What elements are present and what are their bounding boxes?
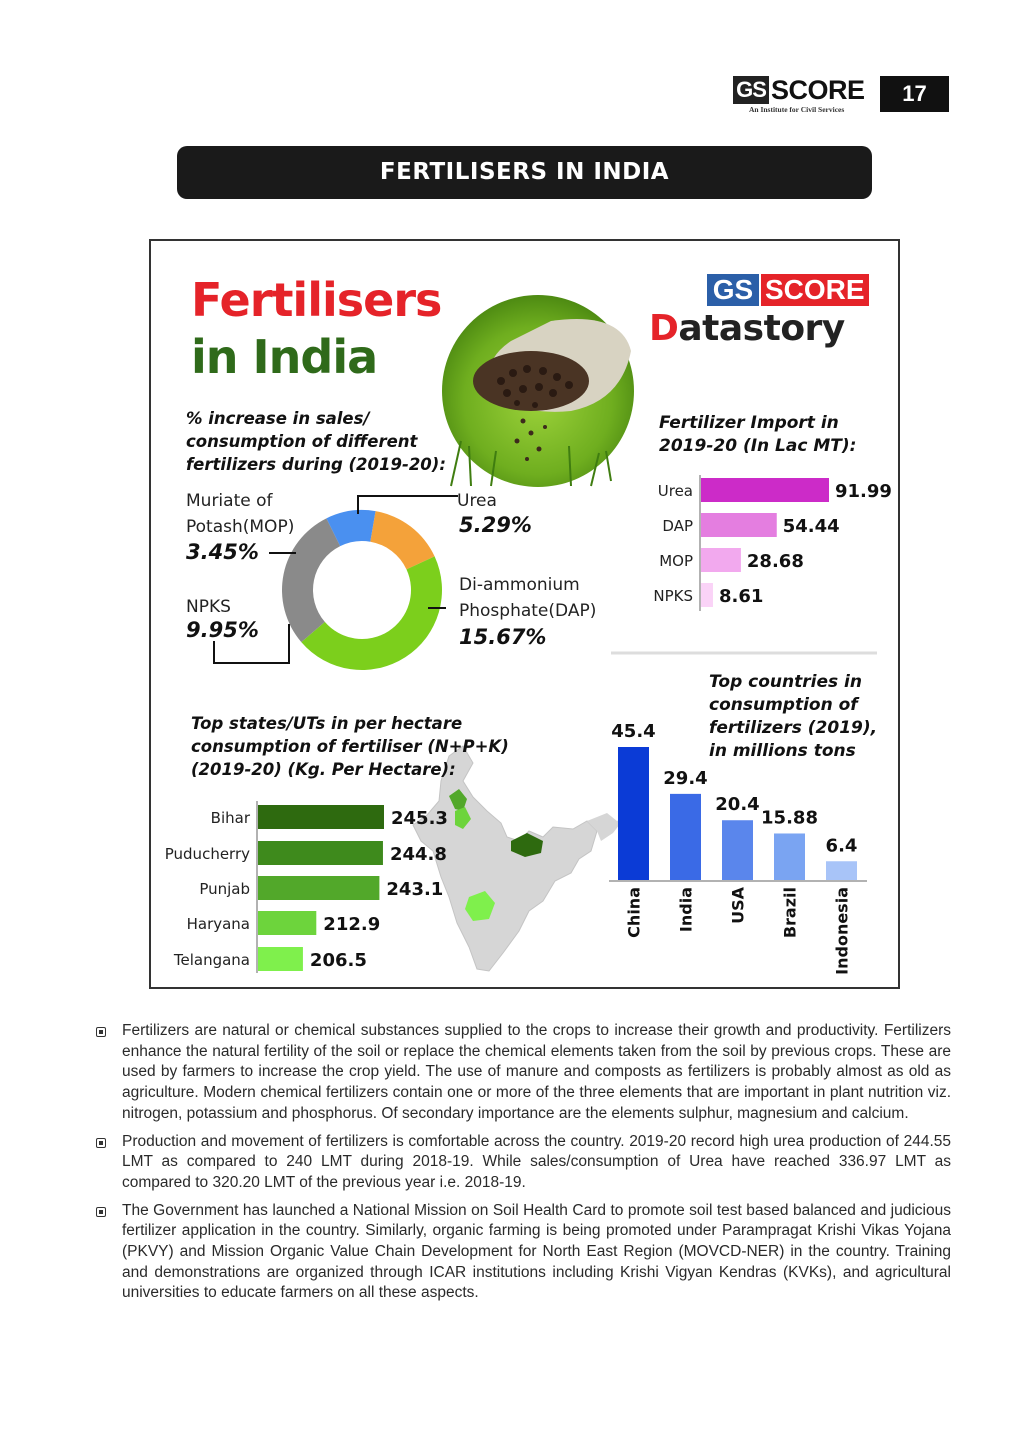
country-bar bbox=[774, 833, 805, 880]
states-heading-line: (2019-20) (Kg. Per Hectare): bbox=[191, 760, 456, 779]
npks-name: NPKS bbox=[186, 597, 231, 617]
bullet-text: The Government has launched a National Mission on Soil Health Card to promote soil test based balanced and judicious fertilizer application in the country. Similarly, organic farming is being promoted under Parampragat Krishi Vikas Yojana (PKVY) and Mission Organic Value Chain Development for North East Region (MOVCD-NER) in the country. Training and demonstrations are organized through ICAR institutions including Krishi Vigyan Kendras (KVKs), and agricultural universities to educate farmers on all these aspects. bbox=[122, 1201, 951, 1302]
country-bar-value: 6.4 bbox=[825, 835, 858, 857]
states-bar-chart bbox=[165, 805, 448, 971]
country-bar-label: China bbox=[624, 887, 644, 938]
donut-heading-line: consumption of different bbox=[186, 432, 418, 451]
section-banner: FERTILISERS IN INDIA bbox=[177, 146, 872, 199]
states-heading bbox=[191, 712, 509, 781]
import-heading-line: 2019-20 (In Lac MT): bbox=[659, 436, 857, 456]
states-heading-line: consumption of fertiliser (N+P+K) bbox=[191, 737, 509, 756]
country-bar-value: 20.4 bbox=[715, 794, 760, 816]
countries-heading-line: fertilizers (2019), bbox=[709, 718, 878, 738]
infographic-title-line1: Fertilisers bbox=[191, 273, 442, 327]
mop-name-line2: Potash(MOP) bbox=[186, 517, 295, 537]
bullet-item bbox=[96, 1132, 951, 1194]
import-bar bbox=[701, 513, 777, 537]
import-bar-label: NPKS bbox=[653, 587, 693, 605]
country-bar bbox=[670, 794, 701, 880]
import-bar-value: 8.61 bbox=[718, 586, 764, 607]
countries-heading-line: in millions tons bbox=[709, 741, 856, 761]
states-heading-line: Top states/UTs in per hectare bbox=[191, 714, 463, 733]
datastory-logo-gs: GS bbox=[707, 274, 759, 306]
bullet-item bbox=[96, 1021, 951, 1125]
dap-percent: 15.67% bbox=[459, 625, 547, 649]
import-bar-label: DAP bbox=[662, 517, 693, 535]
datastory-d: D bbox=[649, 308, 679, 349]
state-bar-label: Punjab bbox=[199, 880, 250, 898]
donut-heading-line: fertilizers during (2019-20): bbox=[186, 455, 446, 474]
state-bar bbox=[258, 911, 316, 935]
logo-gs: GS bbox=[733, 76, 769, 104]
page-number: 17 bbox=[880, 76, 949, 112]
datastory-logo-score: SCORE bbox=[761, 274, 869, 306]
bullet-list bbox=[96, 1021, 951, 1311]
donut-segment-di-ammonium-phosphate-dap- bbox=[301, 556, 442, 670]
import-bar bbox=[701, 478, 829, 502]
datastory-rest: atastory bbox=[678, 308, 845, 349]
dap-name-line1: Di-ammonium bbox=[459, 575, 580, 595]
bullet-text: Production and movement of fertilizers is comfortable across the country. 2019-20 record high urea production of 244.55 LMT as compared to 240 LMT during 2018-19. While sales/consumption of Urea have reached 336.97 LMT as compared to 320.20 LMT of the previous year i.e. 2018-19. bbox=[122, 1132, 951, 1191]
donut-chart bbox=[282, 510, 442, 670]
state-bar-value: 206.5 bbox=[309, 950, 367, 971]
mop-percent: 3.45% bbox=[186, 540, 259, 564]
countries-heading-line: consumption of bbox=[709, 695, 858, 715]
country-bar-label: Brazil bbox=[780, 887, 800, 939]
country-bar-value: 15.88 bbox=[761, 807, 818, 829]
urea-percent: 5.29% bbox=[459, 513, 532, 537]
import-bar-value: 54.44 bbox=[782, 516, 840, 537]
state-bar-value: 245.3 bbox=[391, 808, 448, 829]
bullet-marker-icon bbox=[96, 1207, 106, 1217]
logo-score: SCORE bbox=[771, 75, 865, 105]
import-bar-label: MOP bbox=[659, 552, 693, 570]
logo-subtitle: An Institute for Civil Services bbox=[749, 105, 845, 114]
gs-score-logo bbox=[733, 76, 869, 114]
state-bar-value: 244.8 bbox=[389, 844, 447, 865]
import-bar-value: 91.99 bbox=[835, 481, 892, 502]
state-bar-value: 212.9 bbox=[323, 914, 381, 935]
state-bar bbox=[258, 947, 303, 971]
state-bar-label: Puducherry bbox=[164, 845, 250, 863]
infographic bbox=[149, 239, 900, 989]
state-bar bbox=[258, 841, 383, 865]
datastory-wordmark bbox=[649, 308, 845, 349]
bullet-item bbox=[96, 1201, 951, 1305]
donut-segment-urea bbox=[370, 511, 434, 569]
import-heading bbox=[659, 412, 856, 458]
country-bar bbox=[826, 861, 857, 880]
donut-heading-line: % increase in sales/ bbox=[186, 409, 370, 428]
urea-name: Urea bbox=[457, 491, 497, 511]
mop-name-line1: Muriate of bbox=[186, 491, 273, 511]
dap-label bbox=[459, 572, 596, 624]
import-bar bbox=[701, 583, 713, 607]
state-bar-value: 243.1 bbox=[386, 879, 444, 900]
import-heading-line: Fertilizer Import in bbox=[659, 413, 839, 433]
infographic-title-line2: in India bbox=[191, 330, 378, 384]
country-bar-label: Indonesia bbox=[832, 887, 852, 975]
countries-heading bbox=[709, 671, 877, 763]
bullet-marker-icon bbox=[96, 1138, 106, 1148]
import-bar bbox=[701, 548, 741, 572]
country-bar-label: USA bbox=[728, 887, 748, 924]
country-bar bbox=[618, 747, 649, 880]
state-bar-label: Bihar bbox=[210, 809, 250, 827]
import-bar-label: Urea bbox=[657, 482, 693, 500]
fertiliser-photo-illustration bbox=[442, 295, 634, 487]
state-bar-label: Telangana bbox=[173, 951, 250, 969]
donut-heading bbox=[186, 407, 446, 476]
state-bar bbox=[258, 805, 384, 829]
bullet-text: Fertilizers are natural or chemical substances supplied to the crops to increase their growth and productivity. Fertilizers enhance the natural fertility of the soil or replace the chemical elements taken from the soil by previous crops. These are used by farmers to increase the crop yield. The use of manure and composts as fertilizers is probably almost as old as agriculture. Modern chemical fertilizers contain one or more of the three elements that are important in plant nutrition viz. nitrogen, potassium and phosphorus. Of secondary importance are the elements sulphur, magnesium and calcium. bbox=[122, 1022, 951, 1122]
countries-heading-line: Top countries in bbox=[709, 672, 862, 692]
country-bar-value: 29.4 bbox=[663, 767, 708, 789]
mop-label bbox=[186, 488, 294, 540]
country-bar-value: 45.4 bbox=[611, 721, 656, 742]
npks-percent: 9.95% bbox=[186, 618, 259, 642]
state-bar-label: Haryana bbox=[186, 915, 250, 933]
country-bar-label: India bbox=[676, 887, 696, 933]
dap-name-line2: Phosphate(DAP) bbox=[459, 601, 597, 621]
import-bar-chart bbox=[653, 478, 892, 607]
country-bar bbox=[722, 820, 753, 880]
bullet-marker-icon bbox=[96, 1027, 106, 1037]
import-bar-value: 28.68 bbox=[746, 551, 804, 572]
datastory-logo bbox=[649, 274, 879, 354]
state-bar bbox=[258, 876, 379, 900]
